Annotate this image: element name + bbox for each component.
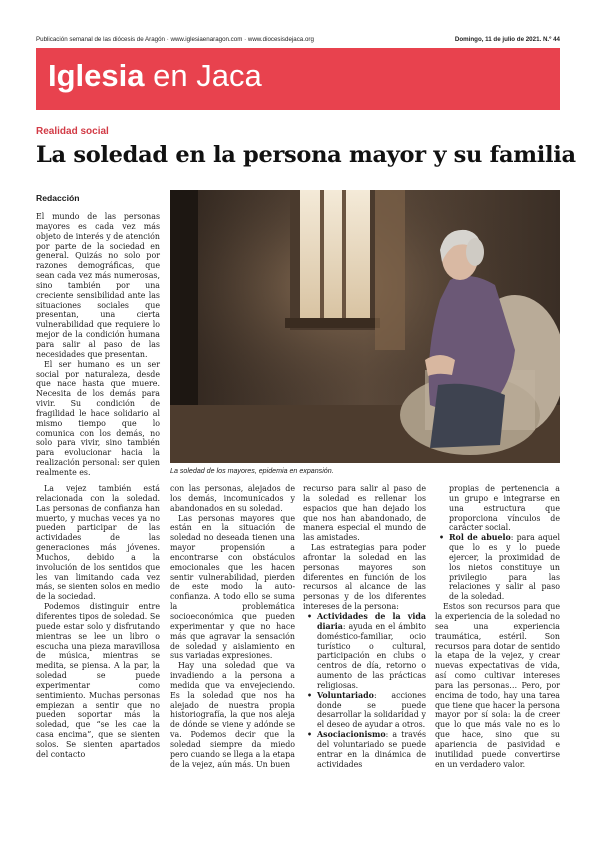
- list-item: [317, 691, 426, 730]
- paragraph: El ser humano es un ser social por naturaleza, desde que nace hasta que muere. Necesita de los demás para vivir. Su condición de fragilidad le hace solidario al mismo tiempo que lo comunica con los demás, no solo para vivir, sino también para evolucionar hacia la realización personal: ser quien realmente es.: [36, 359, 160, 477]
- column-3: [303, 484, 426, 769]
- strategy-list-cont: [435, 533, 560, 602]
- list-term: Actividades de la vida diaria: [317, 611, 426, 631]
- column-1-top: [36, 212, 160, 478]
- list-text: : acciones donde se puede desarrollar la solidaridad y el deseo de ayudar a otros.: [317, 690, 426, 730]
- section-label: Realidad social: [36, 126, 109, 137]
- masthead-bold: Iglesia: [48, 58, 145, 93]
- column-1-bottom: [36, 484, 160, 760]
- paragraph: con las personas, alejados de los demás, incomunicados y abandonados en su soledad.: [170, 484, 295, 513]
- strategy-list: [303, 612, 426, 770]
- list-text: : para aquel que lo es y lo puede ejercer, la proximidad de los nietos constituye un privilegio para las relaciones y salir al paso de la soledad.: [449, 533, 560, 602]
- list-continuation: propias de pertenencia a un grupo e integrarse en una estructura que proporciona vínculos de carácter social.: [449, 484, 560, 533]
- article-photo: [170, 190, 560, 463]
- column-4: [435, 484, 560, 769]
- paragraph: recurso para salir al paso de la soledad es rellenar los espacios que han dejado los que nos han abandonado, de manera especial el mundo de las amistades.: [303, 484, 426, 543]
- paragraph: El mundo de las personas mayores es cada vez más objeto de interés y de atención por parte de la sociedad en general. Quizás no solo por razones demográficas, que sean cada vez más numerosas, sino también por una creciente sensibilidad ante las situaciones sociales que presentan, una cierta vulnerabilidad que requiere lo mejor de la condición humana para salir al paso de las necesidades que presentan.: [36, 212, 160, 359]
- issue-date: Domingo, 11 de julio de 2021. N.º 44: [454, 36, 560, 43]
- paragraph: Las personas mayores que están en la situación de soledad no deseada tienen una mayor propensión a encontrarse con obstáculos emocionales que les hacen sentir vulnerabilidad, pierden de este modo la auto-confianza. A todo ello se suma la problemática socioeconómica que pueden experimentar y que no hace más que agravar la sensación de soledad y aislamiento en sus variadas expresiones.: [170, 513, 295, 661]
- photo-caption: La soledad de los mayores, epidemia en expansión.: [170, 467, 334, 475]
- publication-info: Publicación semanal de las diócesis de Aragón · www.iglesiaenaragon.com · www.diocesisdejaca.org: [36, 36, 314, 43]
- paragraph: Podemos distinguir entre diferentes tipos de soledad. Se puede estar solo y disfrutando mientras se lee un libro o escucha una pieza maravillosa de música, mientras se medita, se piensa. A la par, la soledad se puede experimentar como sentimiento. Muchas personas empiezan a sentir que no pueden soportar más la soledad, que “se les cae la casa encima”, que se sienten solos. Se sienten apartados del contacto: [36, 602, 160, 759]
- masthead-light: en Jaca: [144, 58, 262, 93]
- list-item: [317, 612, 426, 691]
- paragraph: Las estrategias para poder afrontar la soledad en las personas mayores son diferentes en función de los recursos al alcance de las personas y de los diferentes intereses de la persona:: [303, 543, 426, 612]
- paragraph: La vejez también está relacionada con la soledad. Las personas de confianza han muerto, y muchas veces ya no pueden participar de las actividades de las generaciones más jóvenes. Muchos, debido a la involución de los sentidos que les van limitando cada vez más, se sienten solos en medio de la sociedad.: [36, 484, 160, 602]
- list-term: Rol de abuelo: [449, 533, 511, 543]
- list-term: Voluntariado: [317, 690, 374, 700]
- byline: Redacción: [36, 193, 80, 203]
- article-title: La soledad en la persona mayor y su familia: [36, 142, 576, 168]
- list-item: [317, 730, 426, 769]
- publication-line: [36, 36, 560, 43]
- column-2: [170, 484, 295, 769]
- masthead-banner: [36, 48, 560, 110]
- list-text: : a través del voluntariado se puede entrar en la dinámica de actividades: [317, 730, 426, 769]
- masthead: [48, 58, 262, 94]
- paragraph: Estos son recursos para que la experiencia de la soledad no sea una experiencia traumática, estéril. Son recursos para dotar de sentido la etapa de la vejez, y crear nuevas expectativas de vida, así como cultivar intereses para las personas… Pero, por encima de todo, hay una tarea que tiene que hacer la persona mayor por sí sola: la de creer que lo que más vale no es lo que hace, sino que su apariencia de pasividad e inutilidad puede convertirse en un verdadero valor.: [435, 602, 560, 769]
- list-item: [449, 533, 560, 602]
- paragraph: Hay una soledad que va invadiendo a la persona a medida que va envejeciendo. Es la soledad que nos ha alejado de nuestra propia historiografía, la que nos aleja de dónde se viene y adónde se va. Podemos decir que la soledad siempre da miedo pero cuando se llega a la etapa de la vejez, aún más. Un buen: [170, 661, 295, 769]
- list-text: : ayuda en el ámbito doméstico-familiar, ocio turístico o cultural, participación en clubs o centros de día, retorno o aumento de las prácticas religiosas.: [317, 621, 426, 690]
- list-term: Asociacionismo: [317, 730, 386, 740]
